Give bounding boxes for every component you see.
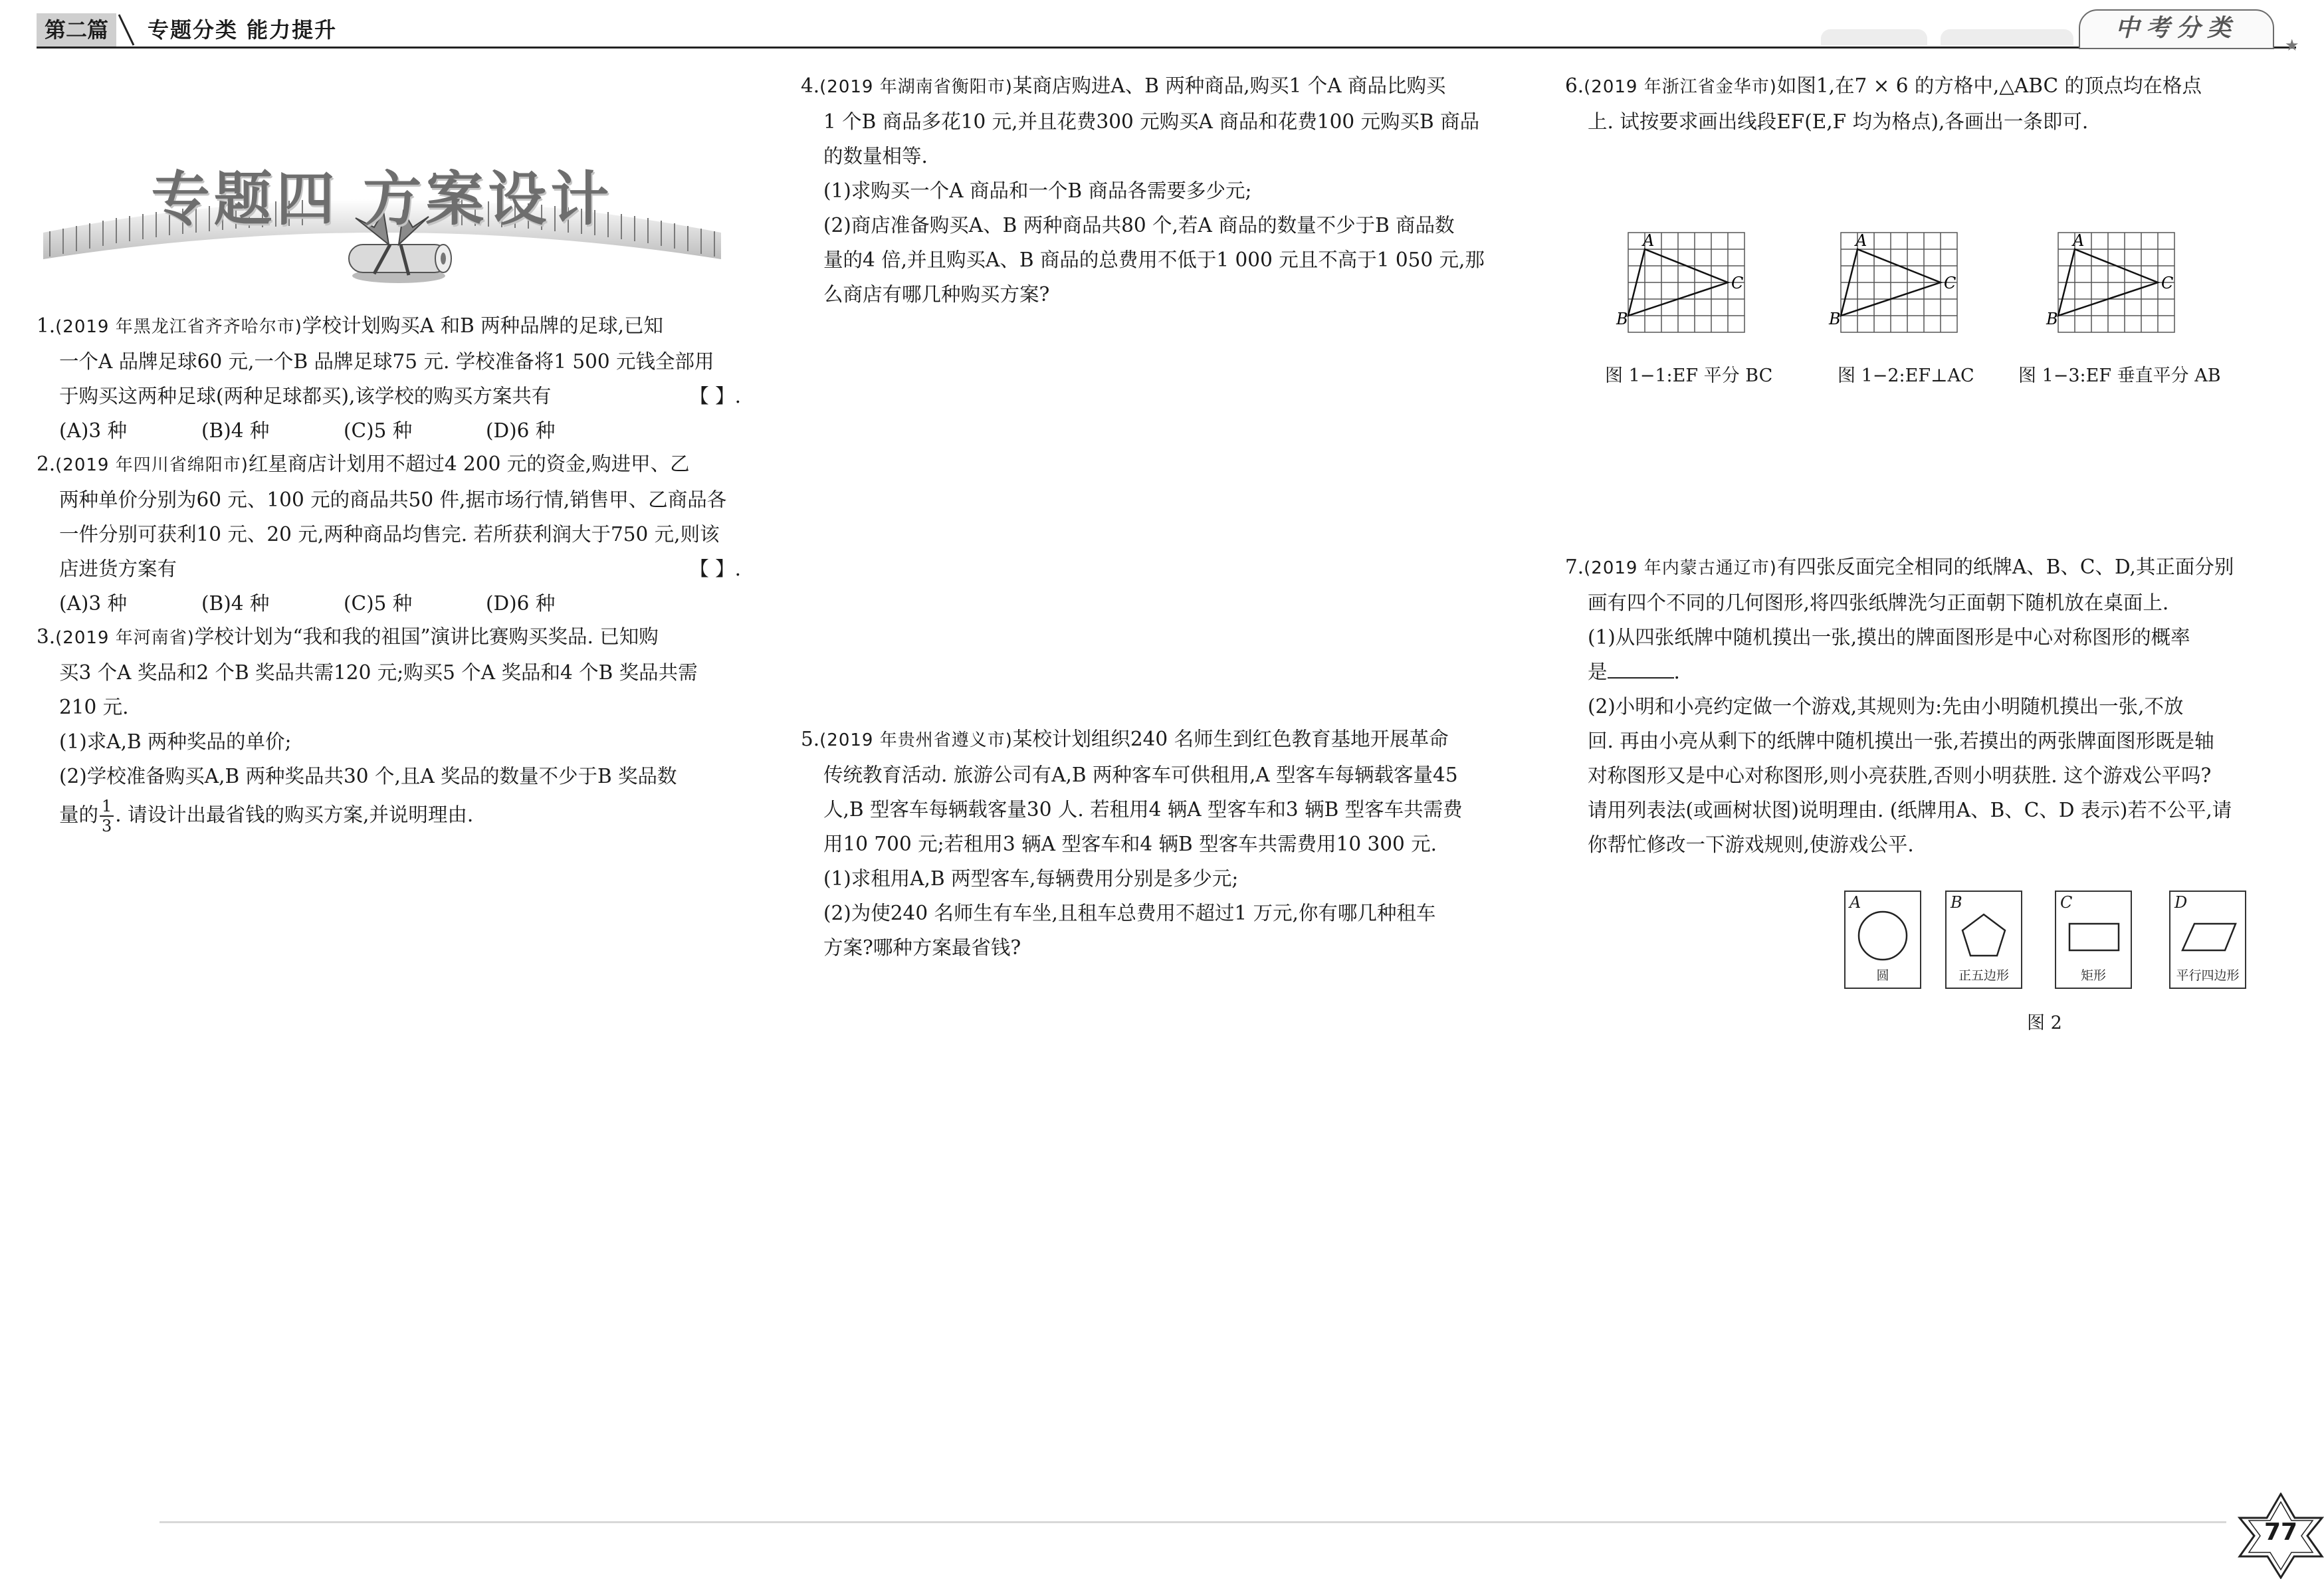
- question-part: 么商店有哪几种购买方案?: [823, 283, 1050, 306]
- question-5: [801, 722, 1505, 965]
- question-part: (2)学校准备购买A,B 两种奖品共30 个,且A 奖品的数量不少于B 奖品数: [59, 765, 677, 788]
- question-part: 你帮忙修改一下游戏规则,使游戏公平.: [1588, 833, 1914, 856]
- question-text: 人,B 型客车每辆载客量30 人. 若租用4 辆A 型客车和3 辆B 型客车共需费: [823, 798, 1463, 821]
- question-part: (1)求租用A,B 两型客车,每辆费用分别是多少元;: [823, 867, 1239, 890]
- question-number: 1.: [37, 314, 56, 337]
- card-letter: B: [1951, 893, 1962, 912]
- question-part: . 请设计出最省钱的购买方案,并说明理由.: [115, 803, 474, 826]
- question-source: (2019 年四川省绵阳市): [55, 455, 249, 475]
- question-part: 对称图形又是中心对称图形,则小亮获胜,否则小明获胜. 这个游戏公平吗?: [1588, 764, 2212, 787]
- question-part: (1)求A,B 两种奖品的单价;: [59, 730, 292, 753]
- answer-blank: [1608, 661, 1674, 679]
- question-source: (2019 年内蒙古通辽市): [1584, 558, 1777, 578]
- vertex-label-a: A: [1643, 231, 1655, 250]
- question-text: 某校计划组织240 名师生到红色教育基地开展革命: [1012, 728, 1449, 750]
- circle-icon: [1856, 909, 1909, 962]
- card-shape-name: 平行四边形: [2176, 968, 2240, 983]
- question-text: 两种单价分别为60 元、100 元的商品共50 件,据市场行情,销售甲、乙商品各: [59, 488, 727, 511]
- figure-caption: 图 1−3:EF 垂直平分 AB: [2018, 366, 2221, 386]
- header-faint-tab: [1941, 29, 2073, 45]
- question-text: 于购买这两种足球(两种足球都买),该学校的购买方案共有: [59, 385, 552, 407]
- vertex-label-a: A: [2073, 231, 2085, 250]
- question-part: (1)求购买一个A 商品和一个B 商品各需要多少元;: [823, 179, 1252, 202]
- footer-rule: [159, 1521, 2226, 1523]
- fraction-denominator: 3: [102, 817, 112, 835]
- question-part: .: [1673, 661, 1680, 683]
- figure-caption: 图 1−2:EF⊥AC: [1838, 366, 1974, 386]
- vertex-label-a: A: [1855, 231, 1867, 250]
- question-text: 画有四个不同的几何图形,将四张纸牌洗匀正面朝下随机放在桌面上.: [1588, 591, 2169, 614]
- question-text: 某商店购进A、B 两种商品,购买1 个A 商品比购买: [1012, 74, 1446, 97]
- question-number: 7.: [1565, 556, 1584, 578]
- parallelogram-icon: [2181, 909, 2237, 962]
- question-source: (2019 年贵州省遵义市): [819, 730, 1013, 750]
- question-number: 3.: [37, 625, 56, 648]
- card-b: [1945, 891, 2022, 989]
- fraction: [100, 797, 114, 835]
- choice-option: (A)3 种: [59, 419, 127, 442]
- fraction-numerator: 1: [100, 797, 114, 817]
- question-source: (2019 年黑龙江省齐齐哈尔市): [55, 317, 302, 337]
- question-source: (2019 年浙江省金华市): [1584, 77, 1777, 97]
- question-part: 是: [1588, 661, 1608, 683]
- question-text: 红星商店计划用不超过4 200 元的资金,购进甲、乙: [248, 453, 690, 475]
- choice-option: (C)5 种: [344, 419, 413, 442]
- question-text: 用10 700 元;若租用3 辆A 型客车和4 辆B 型客车共需费用10 300 元.: [823, 833, 1437, 855]
- question-text: 学校计划购买A 和B 两种品牌的足球,已知: [302, 314, 664, 337]
- card-shape-name: 矩形: [2080, 968, 2106, 983]
- choice-option: (B)4 种: [201, 592, 270, 615]
- answer-bracket: 【 】.: [689, 385, 741, 407]
- card-shape-name: 圆: [1876, 968, 1889, 983]
- card-letter: C: [2060, 893, 2073, 912]
- question-part: (1)从四张纸牌中随机摸出一张,摸出的牌面图形是中心对称图形的概率: [1588, 626, 2190, 649]
- question-text: 一个A 品牌足球60 元,一个B 品牌足球75 元. 学校准备将1 500 元钱全部用: [59, 350, 714, 373]
- question-text: 传统教育活动. 旅游公司有A,B 两种客车可供租用,A 型客车每辆载客量45: [823, 764, 1458, 786]
- question-part: 请用列表法(或画树状图)说明理由. (纸牌用A、B、C、D 表示)若不公平,请: [1588, 799, 2232, 821]
- unit-title: 专题分类 能力提升: [148, 17, 338, 43]
- card-a: [1844, 891, 1921, 989]
- choice-option: (D)6 种: [486, 592, 556, 615]
- question-number: 6.: [1565, 74, 1584, 97]
- grid-figure-1-3: [2045, 226, 2204, 352]
- question-4: [801, 68, 1505, 312]
- vertex-label-c: C: [2161, 274, 2174, 292]
- answer-bracket: 【 】.: [689, 558, 741, 580]
- question-part: (2)小明和小亮约定做一个游戏,其规则为:先由小明随机摸出一张,不放: [1588, 695, 2184, 718]
- vertex-label-c: C: [1944, 274, 1956, 292]
- question-part: (2)为使240 名师生有车坐,且租车总费用不超过1 万元,你有哪几种租车: [823, 902, 1436, 924]
- star-icon: ★: [2285, 36, 2299, 54]
- question-source: (2019 年河南省): [55, 628, 195, 648]
- question-6: [1565, 68, 2270, 139]
- question-part: (2)商店准备购买A、B 两种商品共80 个,若A 商品的数量不少于B 商品数: [823, 214, 1455, 237]
- question-part: 量的: [59, 803, 99, 826]
- question-text: 店进货方案有: [59, 558, 177, 580]
- pentagon-icon: [1957, 909, 2010, 962]
- figure-caption: 图 1−1:EF 平分 BC: [1605, 366, 1773, 386]
- part-label: 第二篇: [37, 13, 116, 47]
- choice-option: (C)5 种: [344, 592, 413, 615]
- question-text: 学校计划为“我和我的祖国”演讲比赛购买奖品. 已知购: [194, 625, 659, 648]
- question-3: [37, 619, 741, 836]
- vertex-label-c: C: [1731, 274, 1744, 292]
- question-source: (2019 年湖南省衡阳市): [819, 77, 1013, 97]
- card-letter: A: [1849, 893, 1861, 912]
- question-number: 5.: [801, 728, 820, 750]
- question-text: 如图1,在7 × 6 的方格中,△ABC 的顶点均在格点: [1776, 74, 2202, 97]
- question-text: 上. 试按要求画出线段EF(E,F 均为格点),各画出一条即可.: [1588, 110, 2089, 133]
- topic-title: 专题四 方案设计: [151, 165, 613, 233]
- grid-figure-1-2: [1828, 226, 1987, 352]
- question-7: [1565, 550, 2270, 862]
- question-part: 量的4 倍,并且购买A、B 商品的总费用不低于1 000 元且不高于1 050 元,那: [823, 249, 1485, 271]
- question-text: 的数量相等.: [823, 145, 928, 167]
- question-2: [37, 447, 741, 621]
- vertex-label-b: B: [2046, 310, 2058, 328]
- rectangle-icon: [2067, 909, 2120, 962]
- figure-caption: 图 2: [2027, 1013, 2062, 1033]
- vertex-label-b: B: [1829, 310, 1841, 328]
- question-text: 买3 个A 奖品和2 个B 奖品共需120 元;购买5 个A 奖品和4 个B 奖品共需: [59, 661, 698, 684]
- vertex-label-b: B: [1616, 310, 1628, 328]
- grid-figure-1-1: [1615, 226, 1774, 352]
- question-1: [37, 308, 741, 448]
- choice-option: (B)4 种: [201, 419, 270, 442]
- question-number: 2.: [37, 453, 56, 475]
- page-number: 77: [2264, 1519, 2298, 1546]
- card-c: [2055, 891, 2132, 989]
- question-text: 有四张反面完全相同的纸牌A、B、C、D,其正面分别: [1776, 556, 2234, 578]
- question-text: 210 元.: [59, 696, 129, 718]
- question-number: 4.: [801, 74, 820, 97]
- series-tab: 中考分类: [2079, 9, 2274, 49]
- question-part: 回. 再由小亮从剩下的纸牌中随机摸出一张,若摸出的两张牌面图形既是轴: [1588, 730, 2214, 752]
- card-d: [2169, 891, 2246, 989]
- question-part: 方案?哪种方案最省钱?: [823, 936, 1021, 959]
- question-text: 一件分别可获利10 元、20 元,两种商品均售完. 若所获利润大于750 元,则该: [59, 523, 720, 546]
- card-letter: D: [2174, 893, 2188, 912]
- card-shape-name: 正五边形: [1958, 968, 2009, 983]
- choice-option: (A)3 种: [59, 592, 127, 615]
- choice-option: (D)6 种: [486, 419, 556, 442]
- question-text: 1 个B 商品多花10 元,并且花费300 元购买A 商品和花费100 元购买B 商品: [823, 110, 1480, 133]
- header-faint-tab: [1821, 29, 1927, 45]
- header-divider-slash: [116, 13, 136, 47]
- header-rule: [37, 47, 2296, 49]
